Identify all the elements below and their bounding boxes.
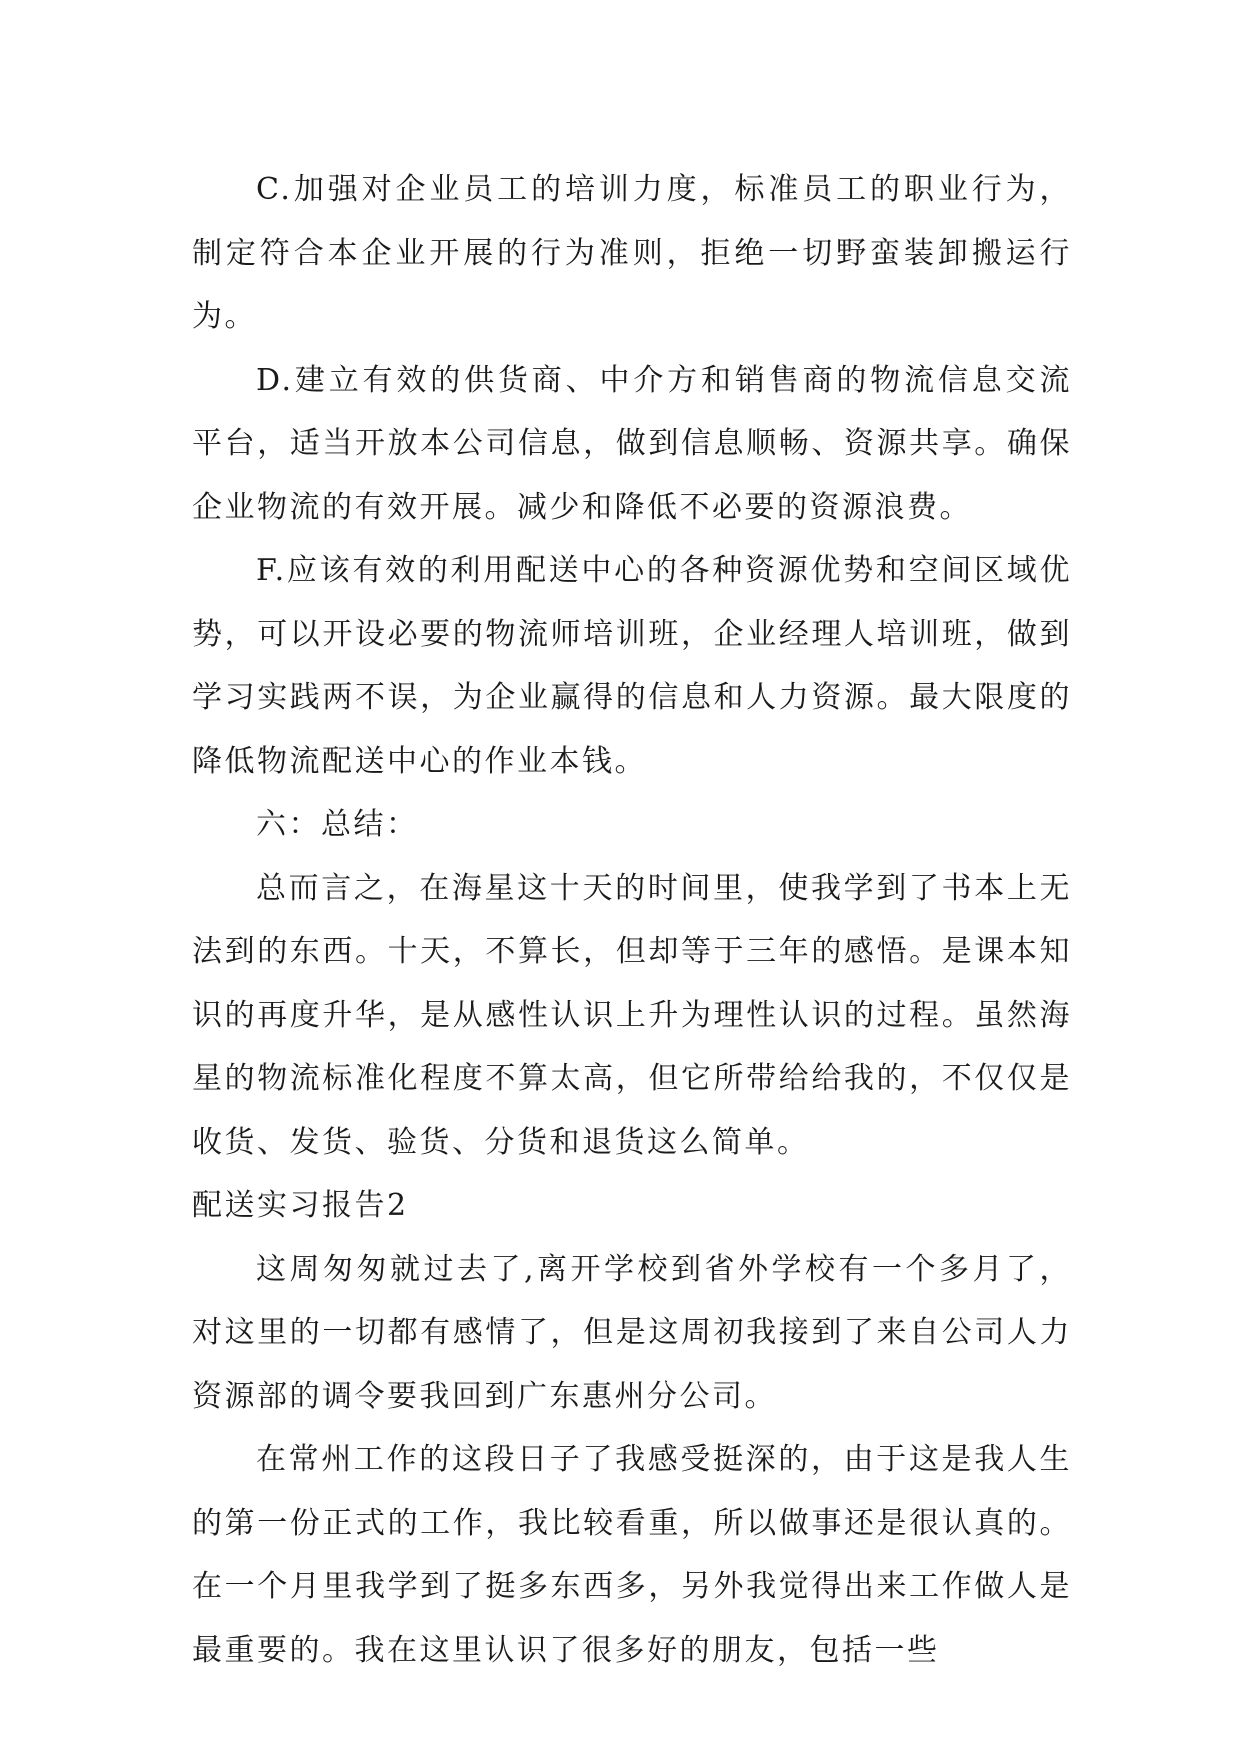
paragraph-c: C.加强对企业员工的培训力度，标准员工的职业行为，制定符合本企业开展的行为准则，拒绝一切野蛮装卸搬运行为。: [192, 172, 1072, 334]
section-title: 配送实习报告2: [192, 1188, 409, 1223]
summary-heading: 六：总结：: [256, 807, 419, 842]
report2-paragraph-2: 在常州工作的这段日子了我感受挺深的，由于这是我人生的第一份正式的工作，我比较看重，所以做事还是很认真的。在一个月里我学到了挺多东西多，另外我觉得出来工作做人是最重要的。我在这里认识了很多好的朋友，包括一些: [192, 1442, 1072, 1668]
summary-paragraph: 总而言之，在海星这十天的时间里，使我学到了书本上无法到的东西。十天，不算长，但却等于三年的感悟。是课本知识的再度升华，是从感性认识上升为理性认识的过程。虽然海星的物流标准化程度不算太高，但它所带给给我的，不仅仅是收货、发货、验货、分货和退货这么简单。: [192, 870, 1072, 1160]
paragraph-d: D.建立有效的供货商、中介方和销售商的物流信息交流平台，适当开放本公司信息，做到信息顺畅、资源共享。确保企业物流的有效开展。减少和降低不必要的资源浪费。: [192, 362, 1072, 525]
paragraph-f: F.应该有效的利用配送中心的各种资源优势和空间区域优势，可以开设必要的物流师培训班，企业经理人培训班，做到学习实践两不误，为企业赢得的信息和人力资源。最大限度的降低物流配送中心的作业本钱。: [192, 553, 1072, 779]
report2-paragraph-1: 这周匆匆就过去了,离开学校到省外学校有一个多月了，对这里的一切都有感情了，但是这周初我接到了来自公司人力资源部的调令要我回到广东惠州分公司。: [192, 1251, 1072, 1414]
document-page: [192, 158, 1072, 1682]
